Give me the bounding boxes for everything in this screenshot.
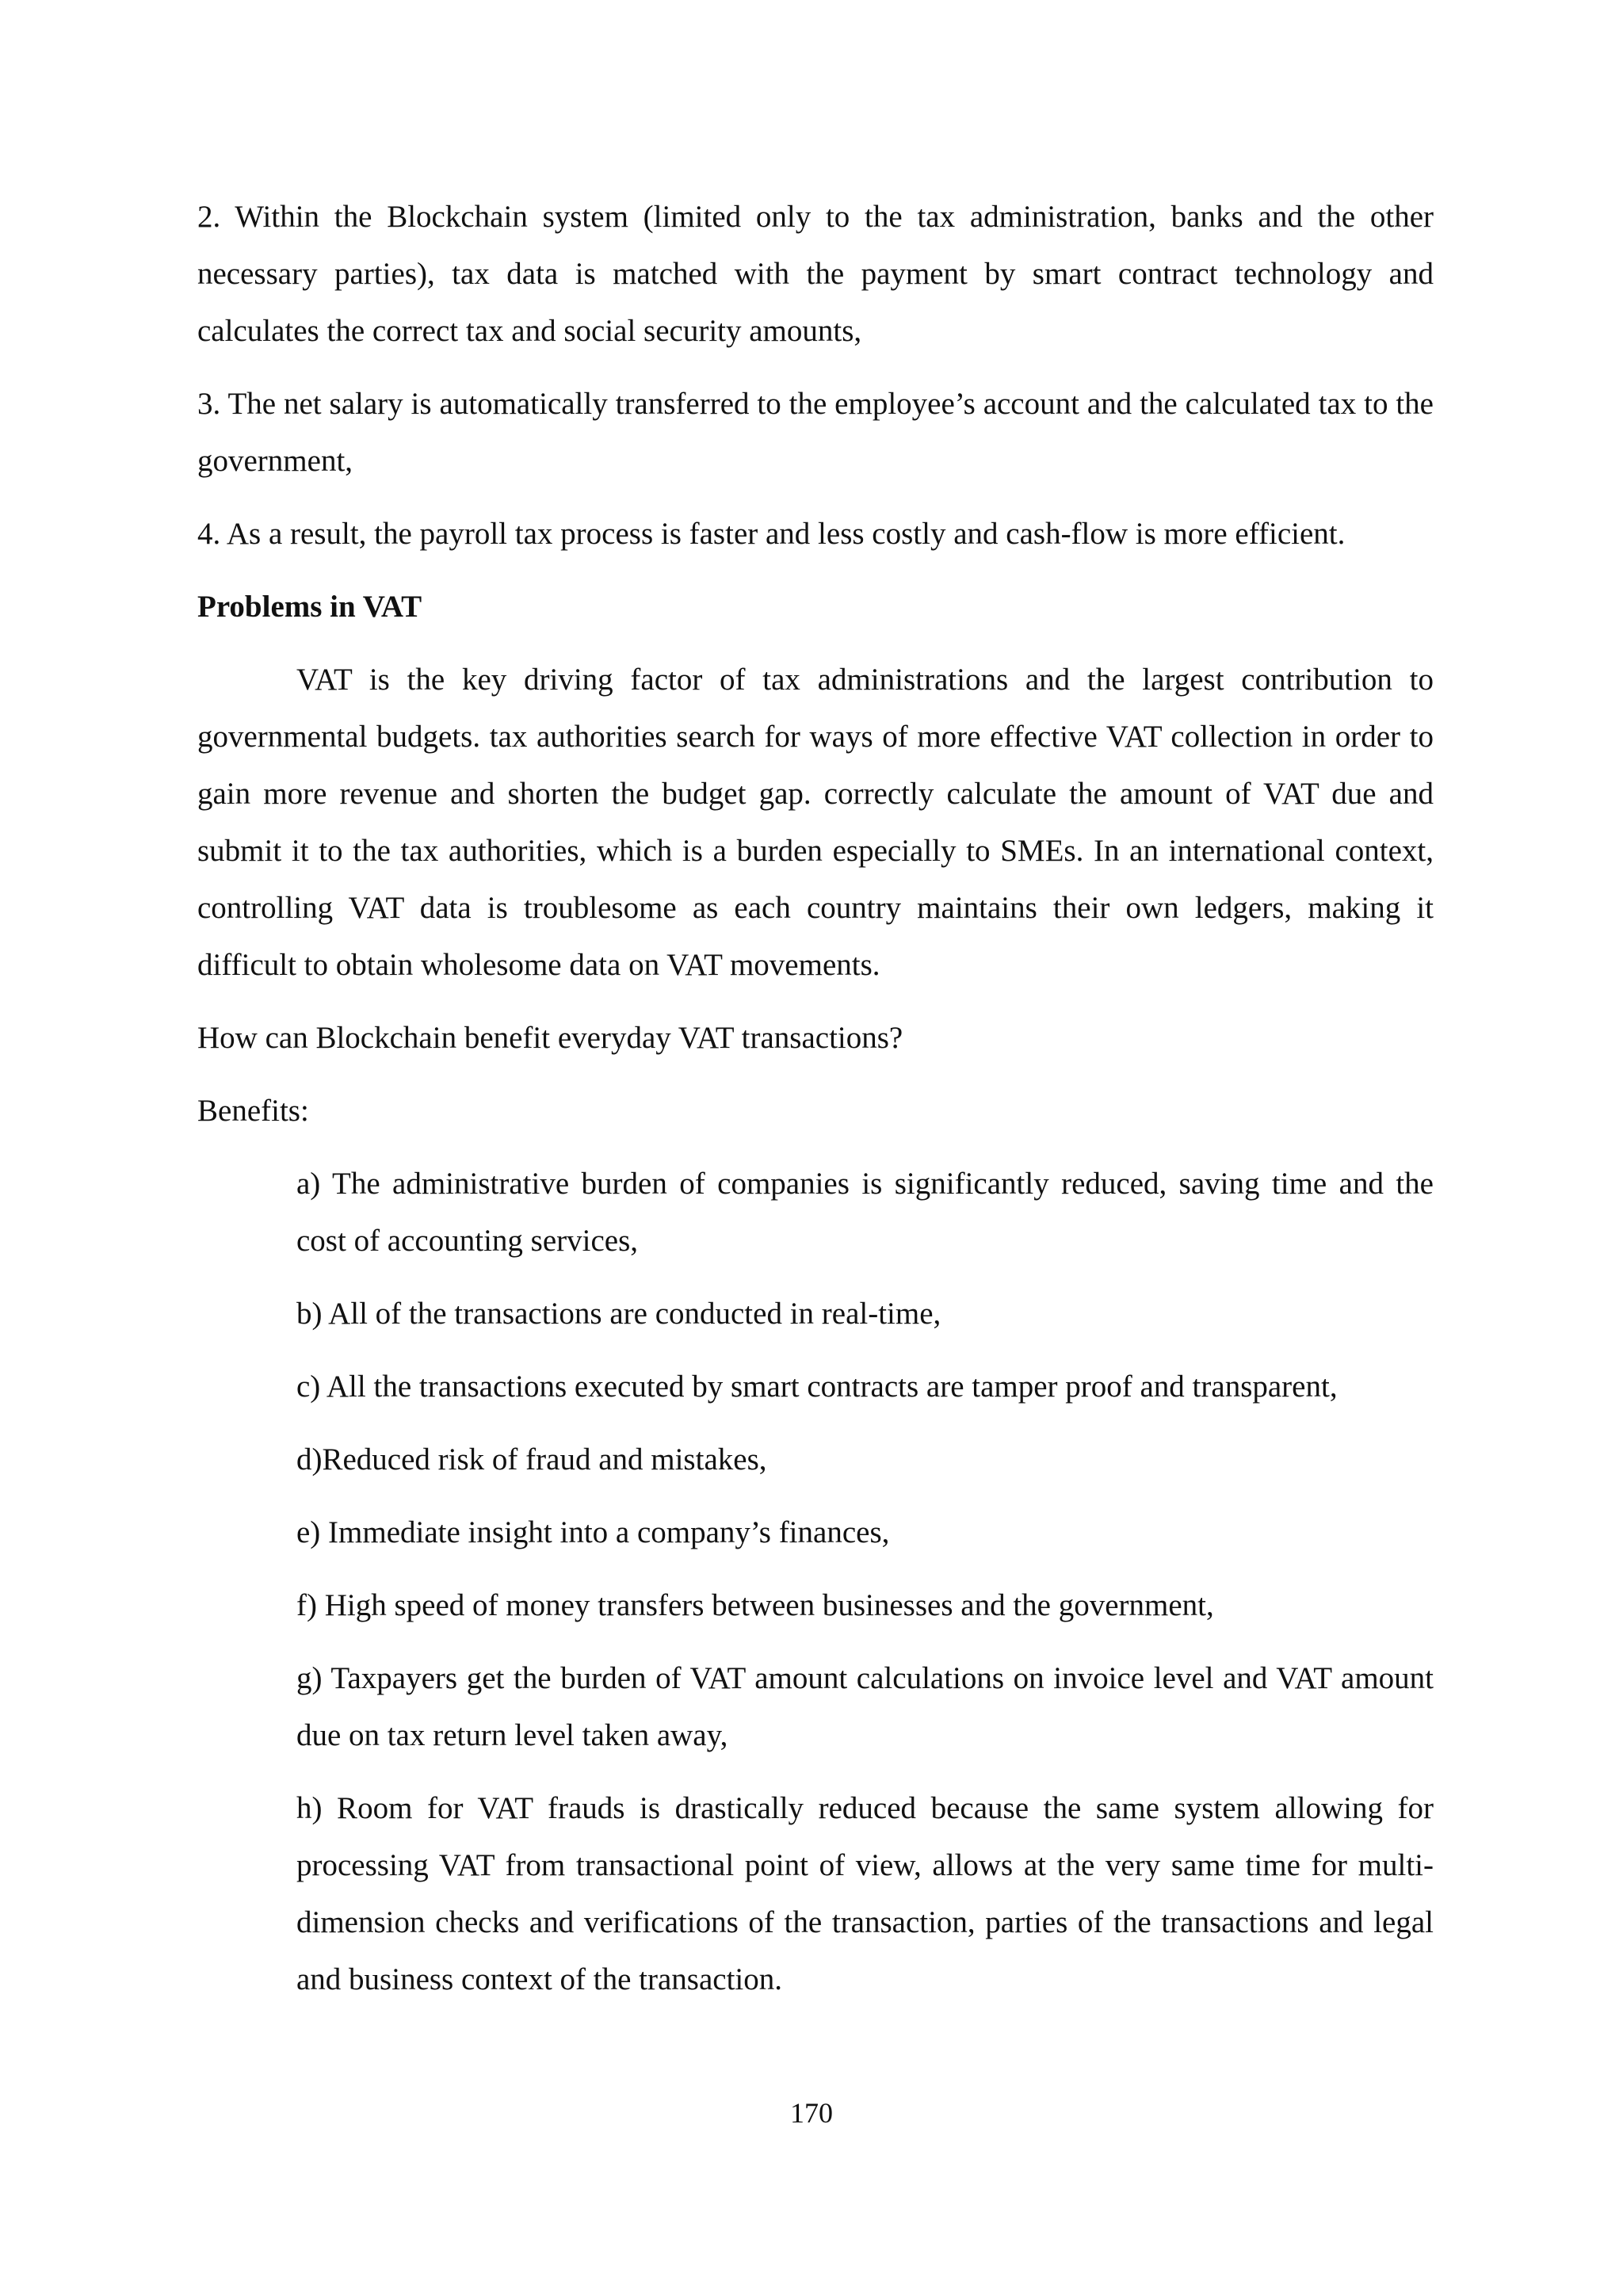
paragraph-step-4: 4. As a result, the payroll tax process is faster and less costly and cash-flow is more efficient.	[197, 517, 1346, 551]
list-item: c) All the transactions executed by smart contracts are tamper proof and transparent,	[296, 1370, 1338, 1404]
section-heading: Problems in VAT	[197, 590, 422, 624]
page-number: 170	[790, 2097, 833, 2129]
benefits-label: Benefits:	[197, 1094, 309, 1128]
list-item: h) Room for VAT frauds is drastically reduced because the same system allowing for processing VAT from transactional point of view, allows at the very same time for multi-dimension checks and verifications of the transaction, parties of the transactions and legal and business context of the transaction.	[296, 1791, 1434, 1996]
paragraph-step-3: 3. The net salary is automatically transferred to the employee’s account and the calculated tax to the government,	[197, 387, 1434, 478]
benefits-list	[197, 1156, 1434, 2008]
paragraph-step-2: 2. Within the Blockchain system (limited only to the tax administration, banks and the other necessary parties), tax data is matched with the payment by smart contract technology and calculates the correct tax and social security amounts,	[197, 200, 1434, 348]
list-item: b) All of the transactions are conducted in real-time,	[296, 1297, 941, 1331]
list-item: a) The administrative burden of companies is significantly reduced, saving time and the cost of accounting services,	[296, 1167, 1434, 1258]
page-content	[197, 189, 1434, 2024]
list-item: e) Immediate insight into a company’s finances,	[296, 1515, 890, 1549]
list-item: d)Reduced risk of fraud and mistakes,	[296, 1442, 767, 1477]
list-item: g) Taxpayers get the burden of VAT amount calculations on invoice level and VAT amount due on tax return level taken away,	[296, 1661, 1434, 1752]
question-line: How can Blockchain benefit everyday VAT transactions?	[197, 1021, 903, 1055]
list-item: f) High speed of money transfers between businesses and the government,	[296, 1588, 1214, 1622]
vat-paragraph: VAT is the key driving factor of tax administrations and the largest contribution to governmental budgets. tax authorities search for ways of more effective VAT collection in order to gain more revenue and shorten the budget gap. correctly calculate the amount of VAT due and submit it to the tax authorities, which is a burden especially to SMEs. In an international context, controlling VAT data is troublesome as each country maintains their own ledgers, making it difficult to obtain wholesome data on VAT movements.	[197, 663, 1434, 982]
